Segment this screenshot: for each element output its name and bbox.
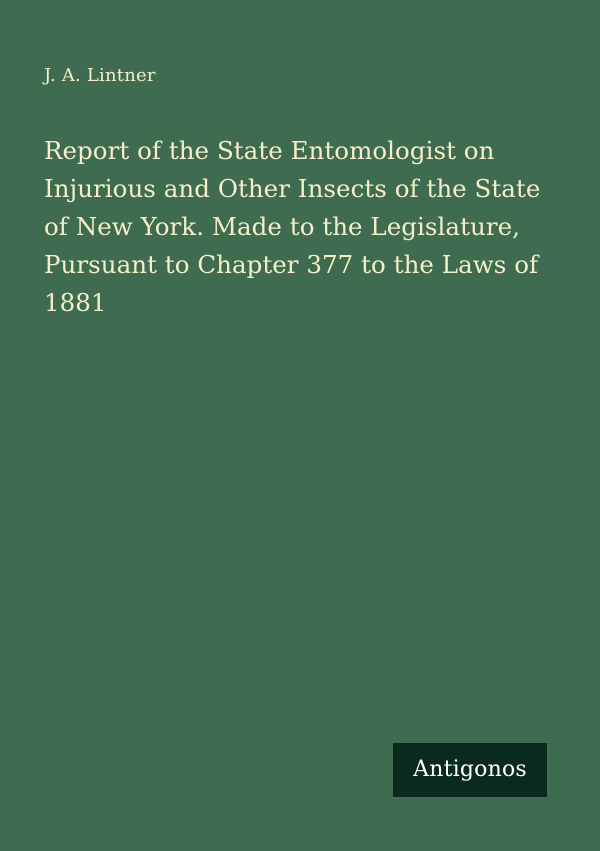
publisher-label: Antigonos bbox=[393, 743, 547, 797]
book-title: Report of the State Entomologist on Injurious and Other Insects of the State of New York. Made to the Legislature, Pursuant to Chapter 377 to the Laws of 1881 bbox=[44, 136, 541, 317]
author-name: J. A. Lintner bbox=[44, 65, 156, 86]
